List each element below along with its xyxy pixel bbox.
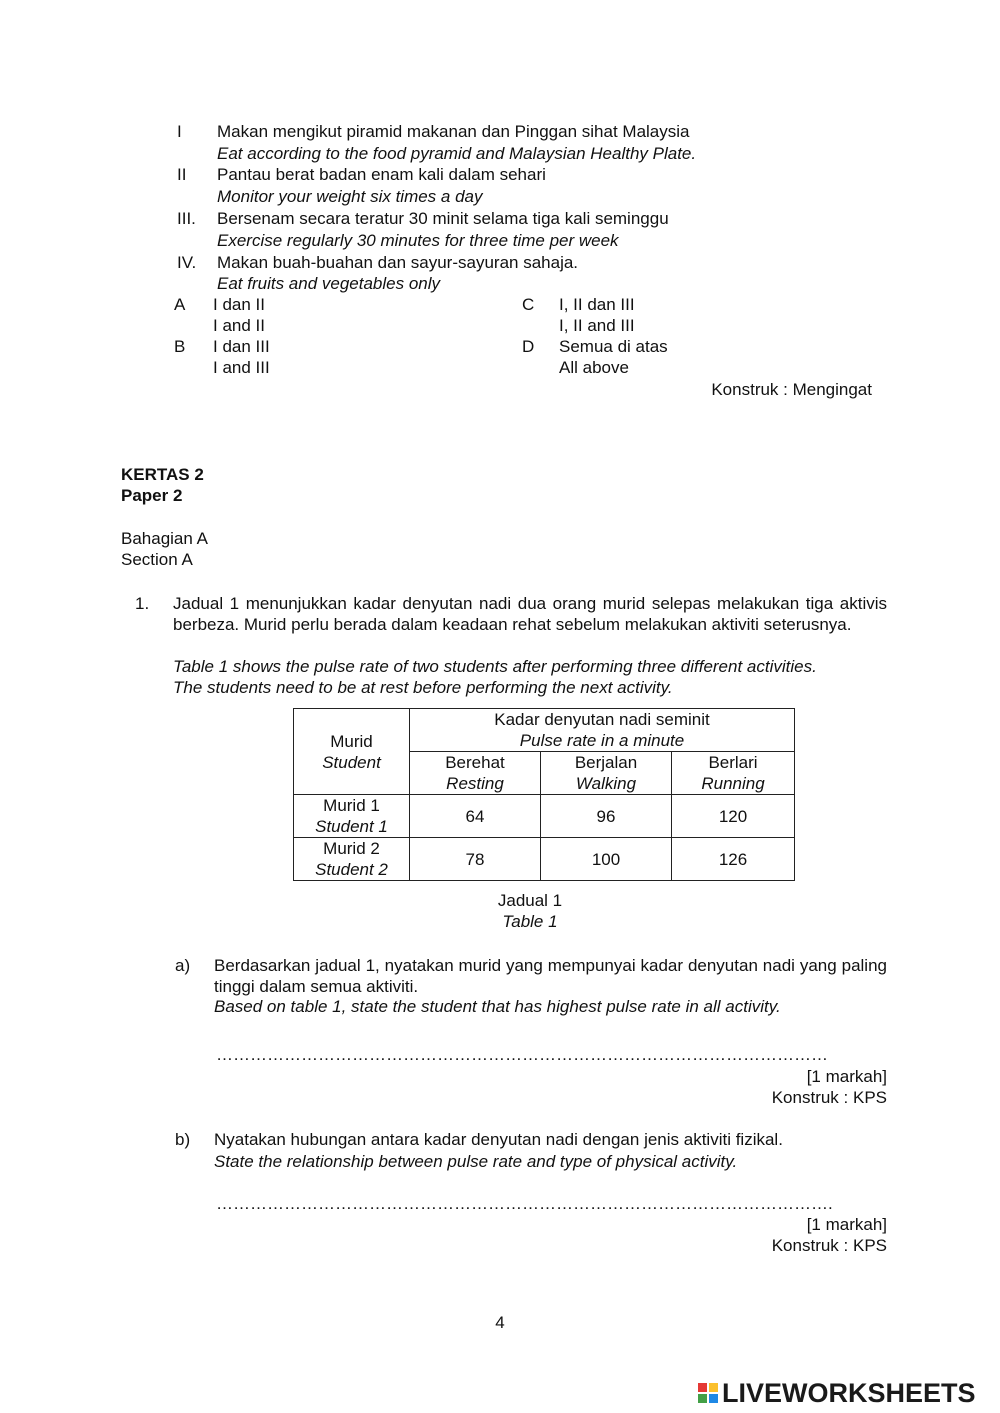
column-label-ms: Berlari bbox=[708, 753, 758, 772]
option-letter: C bbox=[522, 295, 535, 314]
mcq-construct: Konstruk : Mengingat bbox=[711, 380, 872, 399]
subquestion-text-ms: Nyatakan hubungan antara kadar denyutan nadi dengan jenis aktiviti fizikal. bbox=[214, 1130, 783, 1149]
header-text-ms: Murid bbox=[330, 731, 373, 751]
table-row bbox=[294, 795, 795, 838]
option-text-ms: I, II dan III bbox=[559, 295, 635, 314]
option-letter: A bbox=[174, 295, 186, 314]
statement-text-ms: Makan mengikut piramid makanan dan Pinggan sihat Malaysia bbox=[217, 122, 690, 141]
row-label bbox=[294, 838, 410, 881]
statement-text-en: Exercise regularly 30 minutes for three time per week bbox=[217, 231, 619, 250]
paper-title-en: Paper 2 bbox=[121, 486, 183, 505]
question-intro-ms: Jadual 1 menunjukkan kadar denyutan nadi dua orang murid selepas melakukan tiga aktivis berbeza. Murid perlu berada dalam keadaan rehat sebelum melakukan aktiviti seterusnya. bbox=[173, 594, 887, 634]
table-header-resting bbox=[410, 752, 541, 795]
logo-text: LIVEWORKSHEETS bbox=[722, 1377, 976, 1408]
marks-label: [1 markah] bbox=[806, 1067, 887, 1086]
question-intro-en-line2: The students need to be at rest before performing the next activity. bbox=[173, 678, 673, 697]
statement-number: III. bbox=[177, 209, 196, 228]
table-header-walking bbox=[541, 752, 672, 795]
table-cell: 78 bbox=[410, 838, 541, 881]
liveworksheets-logo bbox=[698, 1378, 976, 1408]
subquestion-text-ms: Berdasarkan jadual 1, nyatakan murid yang mempunyai kadar denyutan nadi yang paling tinggi dalam semua aktiviti. bbox=[214, 956, 887, 996]
row-label bbox=[294, 795, 410, 838]
option-letter: D bbox=[522, 337, 535, 356]
answer-line-a[interactable]: ……………………………………………………………………………………………… bbox=[216, 1045, 828, 1064]
column-label-en: Resting bbox=[446, 774, 504, 793]
option-text-ms: I dan II bbox=[213, 295, 265, 314]
header-text-en: Student bbox=[322, 752, 381, 772]
option-letter: B bbox=[174, 337, 186, 356]
page-number: 4 bbox=[495, 1313, 505, 1332]
pulse-rate-table bbox=[293, 708, 795, 881]
question-number: 1. bbox=[135, 594, 150, 613]
marks-label: [1 markah] bbox=[806, 1215, 887, 1234]
table-cell: 96 bbox=[541, 795, 672, 838]
statement-number: IV. bbox=[177, 253, 197, 272]
table-caption-en: Table 1 bbox=[502, 912, 558, 931]
column-label-ms: Berjalan bbox=[574, 753, 638, 772]
option-text-ms: I dan III bbox=[213, 337, 270, 356]
header-text-ms: Kadar denyutan nadi seminit bbox=[494, 710, 710, 729]
statement-text-ms: Pantau berat badan enam kali dalam sehari bbox=[217, 165, 546, 184]
construct-label: Konstruk : KPS bbox=[771, 1088, 887, 1107]
statement-number: I bbox=[177, 122, 182, 141]
option-text-en: All above bbox=[559, 358, 629, 377]
statement-text-en: Monitor your weight six times a day bbox=[217, 187, 483, 206]
construct-label: Konstruk : KPS bbox=[771, 1236, 887, 1255]
logo-icon bbox=[698, 1383, 718, 1403]
subquestion-text-en: Based on table 1, state the student that has highest pulse rate in all activity. bbox=[214, 997, 781, 1016]
column-label-en: Walking bbox=[575, 774, 637, 793]
option-text-en: I, II and III bbox=[559, 316, 635, 335]
subquestion-text-en: State the relationship between pulse rate and type of physical activity. bbox=[214, 1152, 738, 1171]
table-header-student bbox=[294, 709, 410, 795]
option-text-ms: Semua di atas bbox=[559, 337, 668, 356]
option-text-en: I and III bbox=[213, 358, 270, 377]
row-label-ms: Murid 1 bbox=[323, 796, 380, 815]
table-header-running bbox=[672, 752, 795, 795]
table-header-pulse-rate bbox=[410, 709, 795, 752]
statement-text-en: Eat according to the food pyramid and Malaysian Healthy Plate. bbox=[217, 144, 697, 163]
table-cell: 100 bbox=[541, 838, 672, 881]
subquestion-label: a) bbox=[175, 956, 191, 975]
statement-text-en: Eat fruits and vegetables only bbox=[217, 274, 441, 293]
table-caption-ms: Jadual 1 bbox=[497, 891, 563, 910]
statement-text-ms: Bersenam secara teratur 30 minit selama tiga kali seminggu bbox=[217, 209, 669, 228]
table-row bbox=[294, 838, 795, 881]
row-label-en: Student 2 bbox=[315, 860, 388, 879]
row-label-en: Student 1 bbox=[315, 817, 388, 836]
answer-line-b[interactable]: ………………………………………………………………………………………………. bbox=[216, 1194, 833, 1213]
subquestion-label: b) bbox=[175, 1130, 191, 1149]
paper-title-ms: KERTAS 2 bbox=[121, 465, 204, 484]
table-cell: 126 bbox=[672, 838, 795, 881]
option-text-en: I and II bbox=[213, 316, 265, 335]
row-label-ms: Murid 2 bbox=[323, 839, 380, 858]
statement-number: II bbox=[177, 165, 187, 184]
statement-text-ms: Makan buah-buahan dan sayur-sayuran sahaja. bbox=[217, 253, 579, 272]
table-cell: 64 bbox=[410, 795, 541, 838]
section-title-en: Section A bbox=[121, 550, 193, 569]
header-text-en: Pulse rate in a minute bbox=[519, 731, 685, 750]
section-title-ms: Bahagian A bbox=[121, 529, 208, 548]
question-intro-en-line1: Table 1 shows the pulse rate of two students after performing three different activities. bbox=[173, 657, 817, 676]
column-label-en: Running bbox=[701, 774, 765, 793]
column-label-ms: Berehat bbox=[445, 753, 505, 772]
table-cell: 120 bbox=[672, 795, 795, 838]
